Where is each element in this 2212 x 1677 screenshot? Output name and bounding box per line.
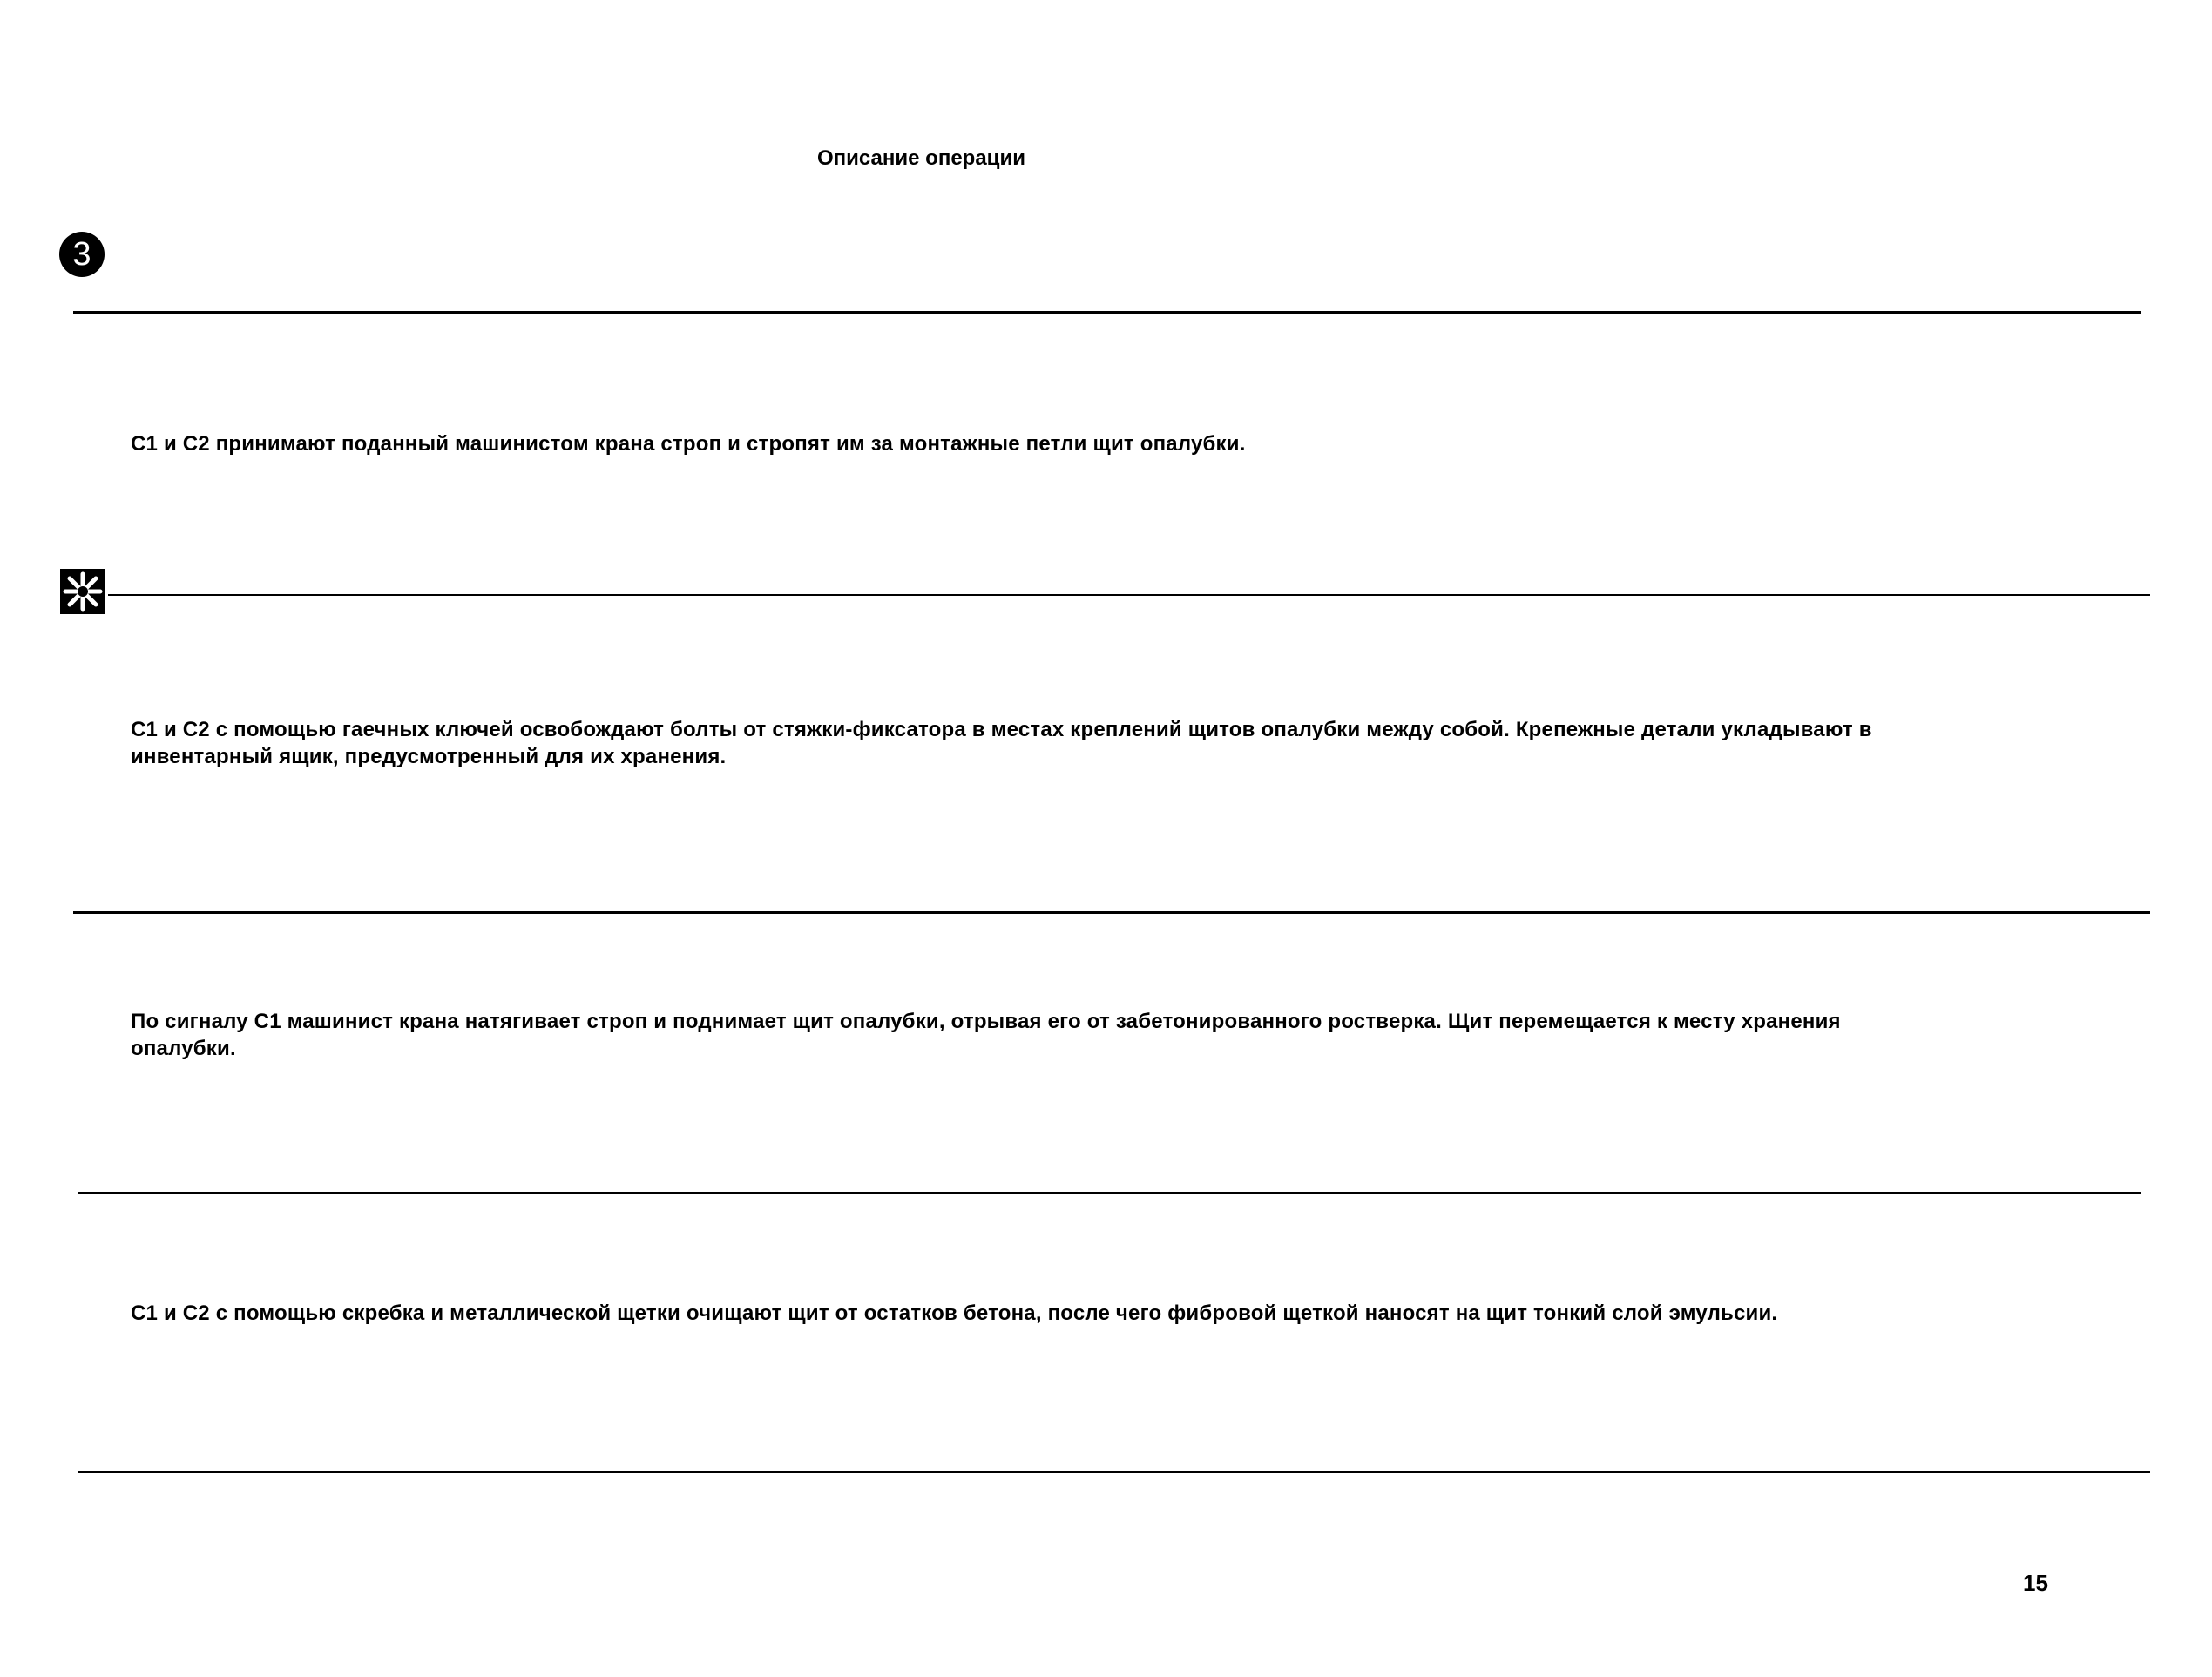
divider-frost	[108, 594, 2150, 596]
divider-2	[73, 911, 2150, 914]
operation-step-3: По сигналу С1 машинист крана натягивает строп и поднимает щит опалубки, отрывая его от забетонированного ростверка. Щит перемещается к месту хранения опалубки.	[131, 1010, 1841, 1060]
snowflake-icon	[59, 568, 106, 615]
operation-step-4: С1 и С2 с помощью скребка и металлической щетки очищают щит от остатков бетона, после чего фибровой щеткой наносят на щит тонкий слой эмульсии.	[131, 1302, 1778, 1325]
divider-3	[78, 1192, 2141, 1194]
operation-step-1: С1 и С2 принимают поданный машинистом крана строп и стропят им за монтажные петли щит опалубки.	[131, 432, 1246, 456]
divider-top	[73, 311, 2141, 314]
divider-bottom	[78, 1471, 2150, 1473]
page-number: 15	[2023, 1570, 2048, 1596]
page-title: Описание операции	[817, 146, 1025, 170]
step-number-badge: 3	[59, 232, 105, 277]
operation-step-2: С1 и С2 с помощью гаечных ключей освобождают болты от стяжки-фиксатора в местах креплений щитов опалубки между собой. Крепежные детали укладывают в инвентарный ящик, предусмотренный для их хранения.	[131, 718, 1872, 768]
